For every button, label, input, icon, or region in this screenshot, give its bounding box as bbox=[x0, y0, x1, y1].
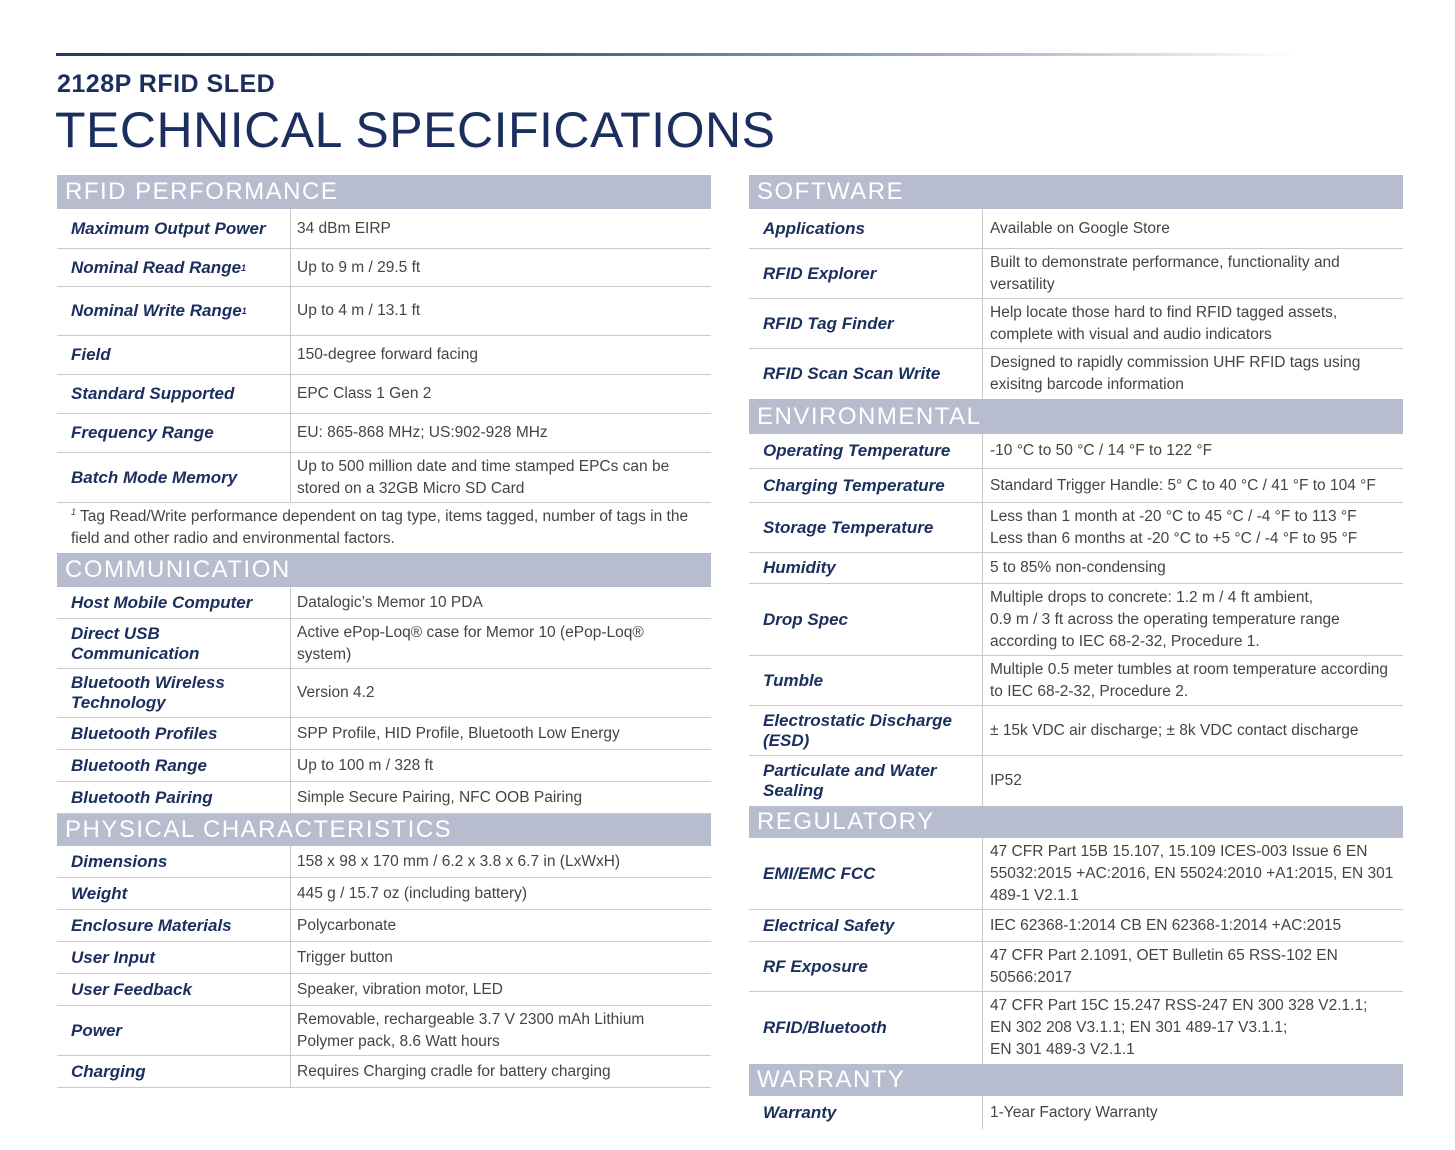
section-header-warranty: WARRANTY bbox=[749, 1064, 1403, 1096]
spec-label: RFID Explorer bbox=[749, 249, 983, 298]
spec-row bbox=[57, 619, 711, 669]
spec-value: Active ePop-Loq® case for Memor 10 (ePop-Loq® system) bbox=[297, 623, 644, 663]
page-title: TECHNICAL SPECIFICATIONS bbox=[55, 102, 776, 158]
spec-value: Speaker, vibration motor, LED bbox=[297, 980, 503, 998]
spec-value: 445 g / 15.7 oz (including battery) bbox=[297, 884, 528, 902]
spec-value: 47 CFR Part 2.1091, OET Bulletin 65 RSS-102 EN 50566:2017 bbox=[990, 946, 1338, 986]
spec-value: Polycarbonate bbox=[297, 916, 397, 934]
spec-value: Up to 100 m / 328 ft bbox=[297, 756, 434, 774]
spec-row bbox=[57, 669, 711, 718]
product-name: 2128P RFID SLED bbox=[57, 70, 276, 98]
spec-label: Batch Mode Memory bbox=[57, 453, 291, 502]
spec-value: SPP Profile, HID Profile, Bluetooth Low Energy bbox=[297, 724, 620, 742]
spec-value: Up to 9 m / 29.5 ft bbox=[297, 258, 421, 276]
spec-row bbox=[749, 756, 1403, 806]
spec-value: ± 15k VDC air discharge; ± 8k VDC contact discharge bbox=[990, 721, 1359, 739]
spec-label: Field bbox=[57, 336, 291, 374]
spec-value: Requires Charging cradle for battery charging bbox=[297, 1062, 611, 1080]
spec-value: Version 4.2 bbox=[297, 684, 375, 701]
spec-row bbox=[57, 910, 711, 942]
spec-row bbox=[57, 375, 711, 414]
spec-value: 5 to 85% non-condensing bbox=[990, 559, 1166, 576]
spec-value: Up to 4 m / 13.1 ft bbox=[297, 302, 421, 319]
spec-row bbox=[749, 434, 1403, 469]
spec-row bbox=[749, 910, 1403, 942]
spec-row bbox=[57, 750, 711, 782]
spec-value: Available on Google Store bbox=[990, 219, 1170, 237]
spec-label: EMI/EMC FCC bbox=[749, 838, 983, 909]
spec-value: 150-degree forward facing bbox=[297, 346, 478, 363]
spec-row bbox=[57, 846, 711, 878]
right-column bbox=[749, 175, 1403, 1129]
spec-label: Operating Temperature bbox=[749, 434, 983, 468]
spec-row bbox=[57, 942, 711, 974]
spec-label: Warranty bbox=[749, 1096, 983, 1129]
spec-row bbox=[57, 453, 711, 503]
section-header-communication: COMMUNICATION bbox=[57, 553, 711, 587]
spec-label: Charging Temperature bbox=[749, 469, 983, 502]
spec-value: 47 CFR Part 15C 15.247 RSS-247 EN 300 328 V2.1.1; EN 302 208 V3.1.1; EN 301 489-17 V3.1.1; EN 301 489-3 V2.1.1 bbox=[990, 997, 1368, 1058]
spec-row bbox=[749, 553, 1403, 584]
spec-row bbox=[57, 1006, 711, 1056]
spec-value: Trigger button bbox=[297, 948, 393, 966]
spec-label: Bluetooth Pairing bbox=[57, 782, 291, 813]
spec-row bbox=[57, 287, 711, 336]
spec-label: Drop Spec bbox=[749, 584, 983, 655]
spec-row bbox=[57, 718, 711, 750]
spec-row bbox=[749, 584, 1403, 656]
spec-row bbox=[749, 942, 1403, 992]
spec-label: Maximum Output Power bbox=[57, 209, 291, 248]
spec-label: Storage Temperature bbox=[749, 503, 983, 552]
spec-label: RF Exposure bbox=[749, 942, 983, 991]
section-header-environmental: ENVIRONMENTAL bbox=[749, 399, 1403, 434]
spec-value: Multiple 0.5 meter tumbles at room temperature according to IEC 68-2-32, Procedure 2. bbox=[990, 660, 1389, 700]
spec-label: Humidity bbox=[749, 553, 983, 583]
spec-row bbox=[57, 782, 711, 814]
spec-row bbox=[749, 349, 1403, 399]
spec-row bbox=[749, 706, 1403, 756]
spec-label: RFID Tag Finder bbox=[749, 299, 983, 348]
spec-label: Direct USB Communication bbox=[57, 619, 291, 668]
spec-value: EU: 865-868 MHz; US:902-928 MHz bbox=[297, 424, 548, 441]
spec-label: Charging bbox=[57, 1056, 291, 1087]
spec-label: Electrical Safety bbox=[749, 910, 983, 941]
spec-value: Multiple drops to concrete: 1.2 m / 4 ft ambient, 0.9 m / 3 ft across the operating temperature range according to IEC 68-2-32, Procedure 1. bbox=[990, 588, 1340, 650]
spec-label: Nominal Read Range 1 bbox=[57, 249, 291, 286]
spec-row bbox=[57, 587, 711, 619]
spec-label: User Feedback bbox=[57, 974, 291, 1005]
spec-value: Up to 500 million date and time stamped EPCs can be stored on a 32GB Micro SD Card bbox=[297, 457, 670, 497]
spec-value: Datalogic’s Memor 10 PDA bbox=[297, 593, 483, 611]
spec-row bbox=[749, 838, 1403, 910]
spec-row bbox=[57, 878, 711, 910]
spec-label: Nominal Write Range 1 bbox=[57, 287, 291, 335]
spec-row bbox=[749, 992, 1403, 1064]
spec-label: Weight bbox=[57, 878, 291, 909]
spec-row bbox=[57, 209, 711, 249]
spec-value: 47 CFR Part 15B 15.107, 15.109 ICES-003 Issue 6 EN 55032:2015 +AC:2016, EN 55024:2010 +A1:2015, EN 301 489-1 V2.1.1 bbox=[990, 842, 1394, 904]
spec-row bbox=[749, 1096, 1403, 1129]
spec-row bbox=[749, 469, 1403, 503]
spec-label: Dimensions bbox=[57, 846, 291, 877]
spec-row bbox=[57, 1056, 711, 1088]
spec-value: -10 °C to 50 °C / 14 °F to 122 °F bbox=[990, 442, 1213, 459]
section-header-rfid-performance: RFID PERFORMANCE bbox=[57, 175, 711, 209]
spec-label: Applications bbox=[749, 209, 983, 248]
left-column bbox=[57, 175, 711, 1088]
spec-row bbox=[749, 299, 1403, 349]
spec-value: Built to demonstrate performance, functionality and versatility bbox=[990, 253, 1340, 293]
spec-value: IEC 62368-1:2014 CB EN 62368-1:2014 +AC:2015 bbox=[990, 916, 1342, 934]
spec-row bbox=[749, 656, 1403, 706]
spec-label: Standard Supported bbox=[57, 375, 291, 413]
spec-label: Tumble bbox=[749, 656, 983, 705]
spec-value: IP52 bbox=[990, 772, 1022, 789]
spec-value: Less than 1 month at -20 °C to 45 °C / -4 °F to 113 °F Less than 6 months at -20 °C to +5 °C / -4 °F to 95 °F bbox=[990, 507, 1358, 547]
spec-label: Bluetooth Profiles bbox=[57, 718, 291, 749]
spec-row bbox=[57, 249, 711, 287]
footnote: $^1$ Tag Read/Write performance dependent on tag type, items tagged, number of tags in the field and other radio and environmental factors. bbox=[71, 506, 689, 547]
spec-value: Standard Trigger Handle: 5° C to 40 °C / 41 °F to 104 °F bbox=[990, 476, 1376, 494]
spec-value: 34 dBm EIRP bbox=[297, 219, 391, 237]
spec-row bbox=[749, 249, 1403, 299]
section-header-physical-characteristics: PHYSICAL CHARACTERISTICS bbox=[57, 814, 711, 846]
spec-label: Electrostatic Discharge (ESD) bbox=[749, 706, 983, 755]
spec-row bbox=[57, 336, 711, 375]
spec-label: Bluetooth Range bbox=[57, 750, 291, 781]
spec-label: RFID/Bluetooth bbox=[749, 992, 983, 1064]
section-header-regulatory: REGULATORY bbox=[749, 806, 1403, 838]
spec-value: 158 x 98 x 170 mm / 6.2 x 3.8 x 6.7 in (LxWxH) bbox=[297, 852, 621, 870]
spec-label: Particulate and Water Sealing bbox=[749, 756, 983, 806]
spec-label: Frequency Range bbox=[57, 414, 291, 452]
spec-value: Simple Secure Pairing, NFC OOB Pairing bbox=[297, 788, 583, 806]
spec-label: Bluetooth Wireless Technology bbox=[57, 669, 291, 717]
header-rule bbox=[56, 53, 1296, 56]
spec-label: RFID Scan Scan Write bbox=[749, 349, 983, 399]
spec-row bbox=[749, 209, 1403, 249]
spec-label: Power bbox=[57, 1006, 291, 1055]
spec-label: Enclosure Materials bbox=[57, 910, 291, 941]
spec-value: 1-Year Factory Warranty bbox=[990, 1103, 1158, 1121]
spec-row bbox=[57, 974, 711, 1006]
spec-row bbox=[749, 503, 1403, 553]
spec-label: User Input bbox=[57, 942, 291, 973]
spec-value: Removable, rechargeable 3.7 V 2300 mAh Lithium Polymer pack, 8.6 Watt hours bbox=[297, 1010, 645, 1050]
spec-value: Designed to rapidly commission UHF RFID tags using exisitng barcode information bbox=[990, 354, 1361, 393]
spec-label: Host Mobile Computer bbox=[57, 587, 291, 618]
spec-value: EPC Class 1 Gen 2 bbox=[297, 385, 432, 402]
section-header-software: SOFTWARE bbox=[749, 175, 1403, 209]
spec-row bbox=[57, 414, 711, 453]
spec-value: Help locate those hard to find RFID tagged assets, complete with visual and audio indicators bbox=[990, 303, 1338, 343]
